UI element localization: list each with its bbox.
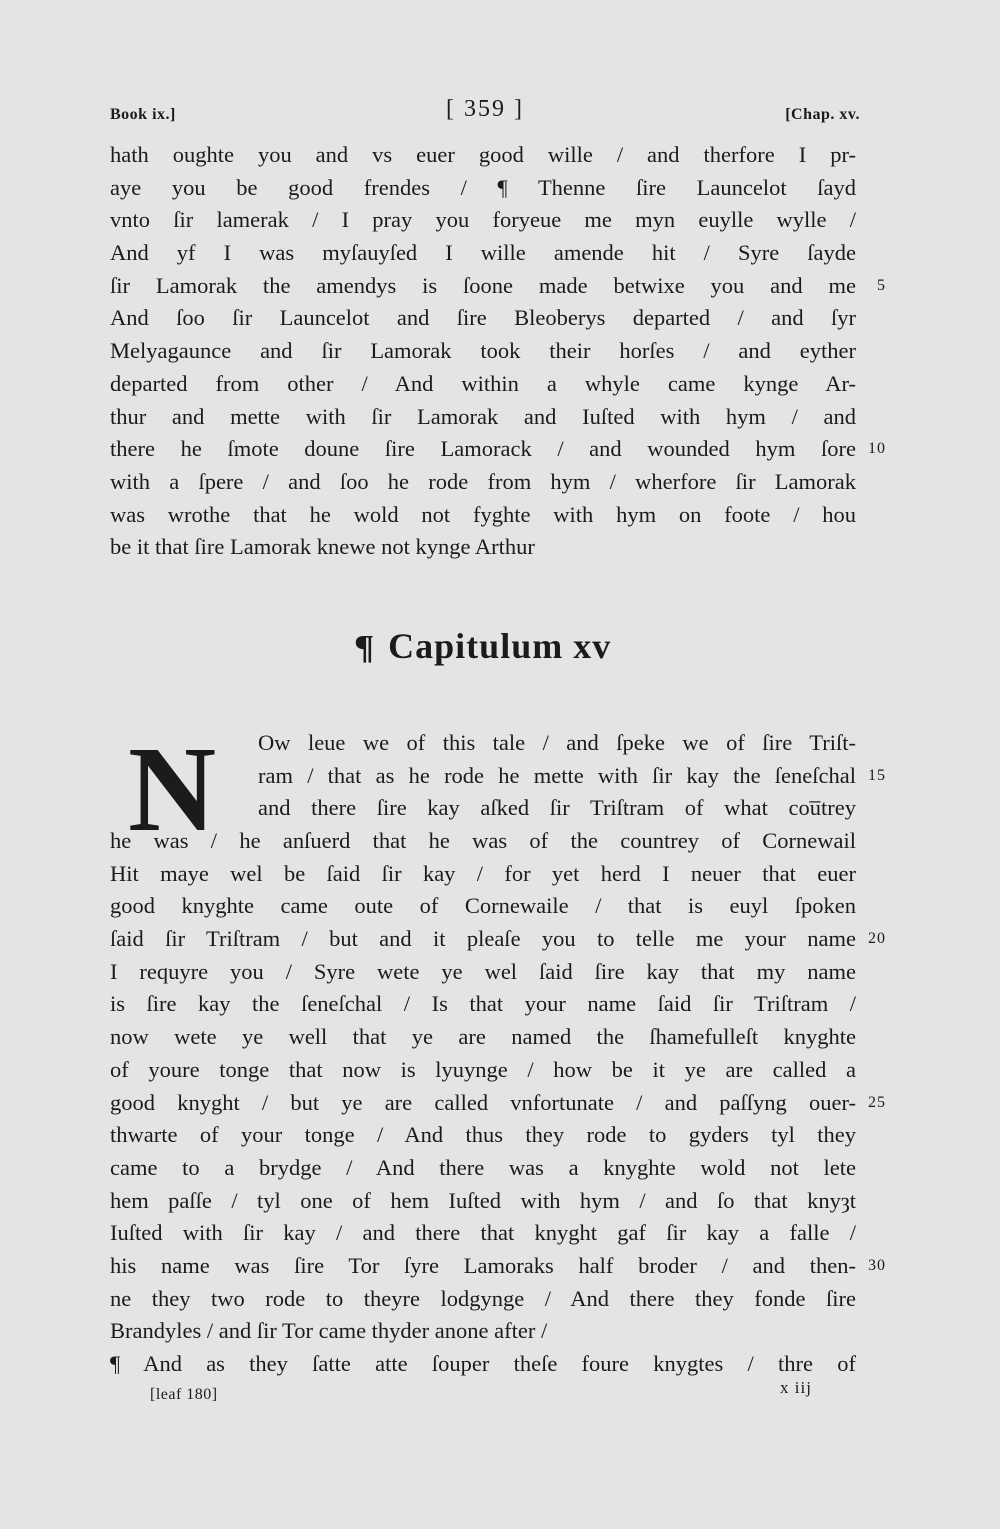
line-text: Iuſted with ſir kay / and there that knyght gaf ſir kay a falle / [110,1220,856,1246]
text-line [258,727,856,760]
text-line [110,270,886,303]
line-text: now wete ye well that ye are named the ſhamefulleſt knyghte [110,1024,856,1050]
chapter-heading [110,625,856,667]
line-text: ſaid ſir Triſtram / but and it pleaſe you to telle me your name [110,926,856,952]
text-line [110,1152,856,1185]
text-line [110,237,856,270]
line-text: Hit maye wel be ſaid ſir kay / for yet herd I neuer that euer [110,860,856,886]
line-number: 15 [868,766,886,784]
text-line [110,858,856,891]
text-line [258,760,886,793]
line-text: thur and mette with ſir Lamorak and Iuſted with hym / and [110,403,856,429]
text-line [110,1315,856,1348]
line-text: good knyght / but ye are called vnfortunate / and paſſyng ouer- [110,1089,856,1115]
line-text: is ſire kay the ſeneſchal / Is that your name ſaid ſir Triſtram / [110,991,856,1017]
text-line [110,466,856,499]
text-line [110,1021,856,1054]
line-text: with a ſpere / and ſoo he rode from hym / wherfore ſir Lamorak [110,468,856,494]
line-text: thwarte of your tonge / And thus they rode to gyders tyl they [110,1122,856,1148]
pilcrow-icon: ¶ [353,629,376,666]
line-text: aye you be good frendes / ¶ Thenne ſire Launcelot ſayd [110,174,856,200]
text-line [110,1283,856,1316]
line-text: departed from other / And within a whyle came kynge Ar- [110,370,856,396]
chapter-title: Capitulum xv [388,626,612,666]
line-number: 10 [868,440,886,458]
text-line [110,1087,886,1120]
text-line [110,1185,856,1218]
line-text: hath oughte you and vs euer good wille / and therfore I pr- [110,142,856,167]
line-text: ſir Lamorak the amendys is ſoone made betwixe you and me [110,272,856,298]
text-line [110,988,856,1021]
line-text: was wrothe that he wold not fyghte with hym on foote / hou [110,501,856,527]
text-section-2-indented [110,727,886,825]
line-text: came to a brydge / And there was a knyghte wold not lete [110,1154,856,1180]
line-text: he was / he anſuerd that he was of the countrey of Cornewail [110,828,856,853]
text-line [110,401,856,434]
line-text: good knyghte came oute of Cornewaile / that is euyl ſpoken [110,893,856,919]
line-text: ram / that as he rode he mette with ſir kay the ſeneſchal [258,762,856,788]
line-text: And ſoo ſir Launcelot and ſire Bleoberys departed / and ſyr [110,305,856,331]
drop-cap-initial: N [127,722,217,857]
text-line [258,792,856,825]
line-text: ¶ And as they ſatte atte ſouper theſe foure knygtes / thre of [110,1351,856,1376]
text-line [110,368,856,401]
text-line [110,1250,886,1283]
line-text: ne they two rode to theyre lodgynge / And there they fonde ſire [110,1285,856,1311]
line-number: 5 [877,276,886,294]
text-line [110,1119,856,1152]
text-line [110,335,856,368]
text-section-2 [110,825,886,1381]
text-line [110,890,856,923]
page-number: [ 359 ] [446,96,524,122]
leaf-reference: [leaf 180] [150,1386,218,1403]
text-line [110,204,856,237]
book-reference: Book ix.] [110,106,176,123]
line-text: his name was ſire Tor ſyre Lamoraks half broder / and then- [110,1252,856,1278]
line-text: there he ſmote doune ſire Lamorack / and wounded hym ſore [110,436,856,462]
line-number: 30 [868,1256,886,1274]
text-line [110,923,886,956]
text-line [110,302,856,335]
text-line [110,172,856,205]
text-line [110,1348,856,1381]
text-line [110,956,856,989]
text-line [110,1054,856,1087]
text-section-1 [110,139,886,564]
line-number: 25 [868,1093,886,1111]
line-text: of youre tonge that now is lyuynge / how be it ye are called a [110,1056,856,1082]
line-text: vnto ſir lamerak / I pray you foryeue me myn euylle wylle / [110,207,856,233]
text-line [110,1217,856,1250]
line-text: Melyagaunce and ſir Lamorak took their horſes / and eyther [110,338,856,364]
line-text: be it that ſire Lamorak knewe not kynge Arthur [110,534,535,560]
text-line [110,825,856,858]
text-line [110,499,856,532]
line-text: And yf I was myſauyſed I wille amende hit / Syre ſayde [110,240,856,266]
line-text: Ow leue we of this tale / and ſpeke we of ſire Triſt- [258,730,856,755]
line-number: 20 [868,930,886,948]
line-text: Brandyles / and ſir Tor came thyder anone after / [110,1318,548,1344]
line-text: and there ſire kay aſked ſir Triſtram of what cou̅trey [258,795,856,821]
signature-mark: x iij [780,1378,812,1397]
running-header [110,96,860,132]
text-line [110,139,856,172]
text-line [110,531,856,564]
text-line [110,433,886,466]
line-text: hem paſſe / tyl one of hem Iuſted with hym / and ſo that knyȝt [110,1187,856,1213]
chapter-reference: [Chap. xv. [785,106,860,123]
line-text: I requyre you / Syre wete ye wel ſaid ſire kay that my name [110,958,856,984]
